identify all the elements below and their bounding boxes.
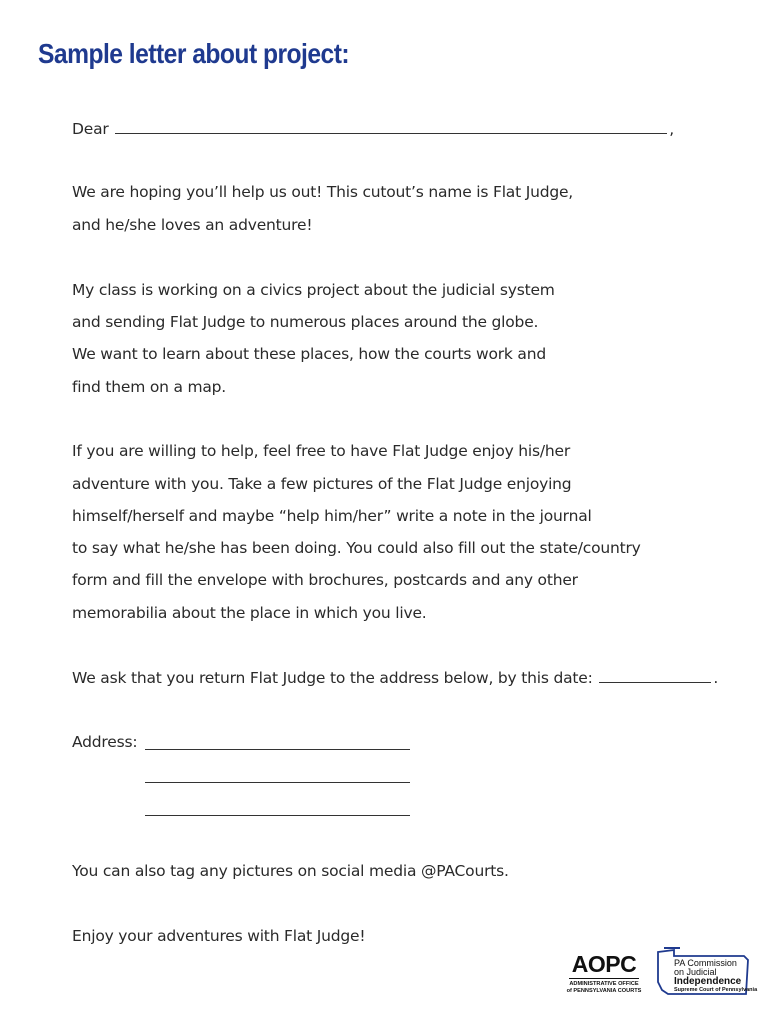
paragraph-line: My class is working on a civics project about the judicial system <box>72 281 555 299</box>
paragraph-line: find them on a map. <box>72 378 227 396</box>
paragraph-line: form and fill the envelope with brochures, postcards and any other <box>72 571 578 589</box>
paragraph-line: If you are willing to help, feel free to have Flat Judge enjoy his/her <box>72 442 571 460</box>
salutation-line <box>72 119 674 138</box>
pac-line4: Supreme Court of Pennsylvania <box>674 987 758 993</box>
paragraph-line: himself/herself and maybe “help him/her” write a note in the journal <box>72 507 592 525</box>
pa-commission-logo <box>654 946 758 998</box>
aopc-mark: AOPC <box>571 951 637 977</box>
pac-line1: PA Commission <box>674 958 737 968</box>
paragraph-line: We are hoping you’ll help us out! This cutout’s name is Flat Judge, <box>72 183 574 201</box>
pac-line3: Independence <box>674 976 742 987</box>
paragraph-line: and sending Flat Judge to numerous places around the globe. <box>72 313 539 331</box>
recipient-name-blank[interactable] <box>115 119 667 134</box>
paragraph-line: We want to learn about these places, how the courts work and <box>72 345 546 363</box>
pac-line2: on Judicial <box>674 967 717 977</box>
paragraph-line: to say what he/she has been doing. You could also fill out the state/country <box>72 539 641 557</box>
aopc-line2: of PENNSYLVANIA COURTS <box>566 988 642 994</box>
salutation-suffix: , <box>669 120 675 138</box>
address-line-1[interactable] <box>145 736 410 750</box>
aopc-line1: ADMINISTRATIVE OFFICE <box>569 981 639 987</box>
address-line-2[interactable] <box>145 769 410 783</box>
page-title: Sample letter about project: <box>38 38 350 69</box>
paragraph-line: and he/she loves an adventure! <box>72 216 313 234</box>
paragraph-line: memorabilia about the place in which you live. <box>72 604 427 622</box>
return-request-line <box>72 668 718 687</box>
paragraph-line: adventure with you. Take a few pictures of the Flat Judge enjoying <box>72 475 572 493</box>
return-date-blank[interactable] <box>599 668 711 683</box>
address-line-3[interactable] <box>145 802 410 816</box>
return-request-text: We ask that you return Flat Judge to the address below, by this date: <box>72 669 593 687</box>
aopc-logo <box>565 952 643 995</box>
address-label: Address: <box>72 733 138 751</box>
salutation-prefix: Dear <box>72 120 109 138</box>
closing-line: Enjoy your adventures with Flat Judge! <box>72 927 366 945</box>
aopc-divider <box>569 978 639 979</box>
return-request-suffix: . <box>713 669 719 687</box>
social-media-line: You can also tag any pictures on social media @PACourts. <box>72 862 509 880</box>
